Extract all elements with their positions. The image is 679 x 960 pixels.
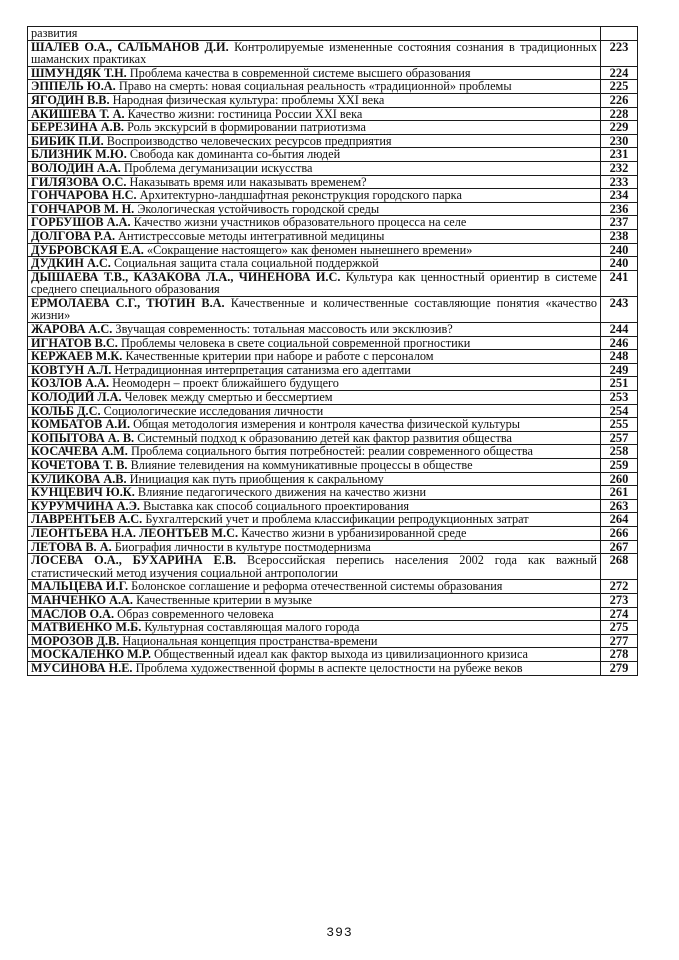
entry-title: Системный подход к образованию детей как фактор развития общества: [137, 430, 512, 445]
entry-page-number: 234: [601, 189, 638, 203]
entry-page-number: 238: [601, 229, 638, 243]
entry-author: ДУБРОВСКАЯ Е.А.: [31, 242, 144, 257]
entry-title: Наказывать время или наказывать временем?: [129, 174, 367, 189]
entry-title: Контролируемые измененные состояния сознания в традиционных шаманских практиках: [31, 39, 597, 67]
toc-row: [28, 459, 638, 473]
toc-row: [28, 499, 638, 513]
entry-page-number: 278: [601, 648, 638, 662]
toc-row: [28, 175, 638, 189]
entry-author: ГОРБУШОВ А.А.: [31, 215, 131, 230]
entry-page-number: 232: [601, 161, 638, 175]
entry-author: МОСКАЛЕНКО М.Р.: [31, 647, 151, 662]
toc-entry: [28, 270, 601, 296]
toc-entry: [28, 404, 601, 418]
toc-row: [28, 554, 638, 580]
toc-entry: [28, 202, 601, 216]
entry-title: Неомодерн – проект ближайшего будущего: [112, 376, 339, 391]
entry-page-number: 275: [601, 621, 638, 635]
toc-entry: [28, 336, 601, 350]
entry-title: Образ современного человека: [117, 606, 274, 621]
toc-entry: [28, 161, 601, 175]
toc-row: [28, 243, 638, 257]
toc-entry: [28, 323, 601, 337]
entry-title: Общая методология измерения и контроля качества физической культуры: [133, 417, 521, 432]
entry-page-number: 233: [601, 175, 638, 189]
toc-entry: [28, 257, 601, 271]
entry-author: КУНЦЕВИЧ Ю.К.: [31, 485, 135, 500]
entry-page-number: 236: [601, 202, 638, 216]
entry-title: Качество жизни в урбанизированной среде: [241, 525, 467, 540]
entry-author: ЖАРОВА А.С.: [31, 322, 113, 337]
toc-entry: [28, 80, 601, 94]
entry-page-number: 264: [601, 513, 638, 527]
toc-entry: [28, 189, 601, 203]
entry-page-number: 229: [601, 121, 638, 135]
toc-row: [28, 121, 638, 135]
entry-author: МАТВИЕНКО М.Б.: [31, 620, 142, 635]
entry-page-number: 228: [601, 107, 638, 121]
entry-title: «Сокращение настоящего» как феномен нынешнего времени»: [146, 242, 473, 257]
entry-page-number: 244: [601, 323, 638, 337]
entry-title: Воспроизводство человеческих ресурсов предприятия: [106, 133, 392, 148]
entry-page-number: 266: [601, 526, 638, 540]
entry-title: Инициация как путь приобщения к сакральному: [129, 471, 384, 486]
entry-page-number: 249: [601, 363, 638, 377]
toc-entry: [28, 216, 601, 230]
toc-row: [28, 526, 638, 540]
toc-entry: [28, 418, 601, 432]
toc-entry: [28, 66, 601, 80]
entry-title: Культура как ценностный ориентир в системе среднего специального образования: [31, 269, 597, 297]
entry-author: МАЛЬЦЕВА И.Г.: [31, 579, 129, 594]
toc-entry: [28, 134, 601, 148]
entry-page-number: 257: [601, 431, 638, 445]
entry-author: КОЛОДИЙ Л.А.: [31, 390, 122, 405]
entry-title: Влияние телевидения на коммуникативные процессы в обществе: [130, 458, 473, 472]
toc-entry: [28, 486, 601, 500]
entry-title: Социологические исследования личности: [103, 403, 324, 418]
entry-title: Всероссийская перепись населения 2002 года как важный статистический метод изучения социальной антропологии: [31, 553, 597, 580]
toc-row: [28, 257, 638, 271]
entry-author: КУЛИКОВА А.В.: [31, 471, 127, 486]
entry-page-number: 237: [601, 216, 638, 230]
entry-author: ДУДКИН А.С.: [31, 256, 111, 271]
entry-author: ДОЛГОВА Р.А.: [31, 228, 116, 243]
entry-author: МОРОЗОВ Д.В.: [31, 633, 120, 648]
entry-author: КОПЫТОВА А. В.: [31, 430, 135, 445]
entry-page-number: 230: [601, 134, 638, 148]
entry-title: Человек между смертью и бессмертием: [124, 390, 333, 405]
toc-row: [28, 107, 638, 121]
entry-author: АКИШЕВА Т. А.: [31, 106, 125, 121]
entry-page-number: 251: [601, 377, 638, 391]
entry-author: ЕРМОЛАЕВА С.Г., ТЮТИН В.А.: [31, 295, 225, 310]
entry-page-number: 246: [601, 336, 638, 350]
entry-author: ЛАВРЕНТЬЕВ А.С.: [31, 512, 143, 527]
entry-author: КЕРЖАЕВ М.К.: [31, 349, 123, 364]
toc-entry: [28, 593, 601, 607]
entry-author: БИБИК П.И.: [31, 133, 104, 148]
entry-page-number: 272: [601, 580, 638, 594]
entry-author: КОСАЧЕВА А.М.: [31, 444, 128, 459]
entry-title: Проблема качества в современной системе высшего образования: [129, 65, 471, 80]
entry-title: Свобода как доминанта со-бытия людей: [129, 147, 341, 162]
toc-entry: [28, 107, 601, 121]
toc-row: [28, 391, 638, 405]
toc-entry: [28, 243, 601, 257]
entry-author: МАНЧЕНКО А.А.: [31, 592, 134, 607]
toc-row: [28, 93, 638, 107]
toc-entry: [28, 513, 601, 527]
toc-entry: [28, 634, 601, 648]
entry-title: Культурная составляющая малого города: [144, 620, 360, 635]
entry-author: ГОНЧАРОВА Н.С.: [31, 188, 137, 203]
toc-row: [28, 593, 638, 607]
toc-row: [28, 148, 638, 162]
page-number: 393: [326, 925, 353, 940]
entry-page-number: 260: [601, 472, 638, 486]
entry-title: Качественные критерии при наборе и работе с персоналом: [125, 349, 434, 364]
entry-page-number: 241: [601, 270, 638, 296]
entry-author: ЛЕОНТЬЕВА Н.А. ЛЕОНТЬЕВ М.С.: [31, 525, 239, 540]
toc-row: [28, 418, 638, 432]
entry-title: Бухгалтерский учет и проблема классификации репродукционных затрат: [145, 512, 529, 527]
entry-page-number: 226: [601, 93, 638, 107]
toc-row: [28, 40, 638, 66]
toc-entry: [28, 445, 601, 459]
entry-author: КОЛЬБ Д.С.: [31, 403, 101, 418]
entry-page-number: 225: [601, 80, 638, 94]
entry-page-number: 268: [601, 554, 638, 580]
entry-author: ВОЛОДИН А.А.: [31, 160, 121, 175]
entry-author: ШМУНДЯК Т.Н.: [31, 65, 127, 80]
entry-title: Общественный идеал как фактор выхода из цивилизационного кризиса: [153, 647, 529, 662]
entry-title: Болонское соглашение и реформа отечественной системы образования: [131, 579, 503, 594]
entry-page-number: 253: [601, 391, 638, 405]
toc-entry: [28, 431, 601, 445]
toc-row: [28, 513, 638, 527]
entry-author: ШАЛЕВ О.А., САЛЬМАНОВ Д.И.: [31, 39, 229, 54]
entry-page-number: 240: [601, 257, 638, 271]
entry-title: Роль экскурсий в формировании патриотизма: [127, 120, 366, 135]
entry-page-number: 267: [601, 540, 638, 554]
entry-page-number: 279: [601, 661, 638, 675]
toc-row: [28, 134, 638, 148]
toc-entry: [28, 121, 601, 135]
toc-row: [28, 296, 638, 322]
toc-entry: [28, 27, 601, 41]
toc-entry: [28, 648, 601, 662]
entry-author: КОВТУН А.Л.: [31, 362, 112, 377]
toc-entry: [28, 229, 601, 243]
toc-entry: [28, 526, 601, 540]
entry-author: ЭППЕЛЬ Ю.А.: [31, 79, 116, 94]
toc-row: [28, 323, 638, 337]
toc-row: [28, 270, 638, 296]
toc-row: [28, 486, 638, 500]
entry-author: КУРУМЧИНА А.Э.: [31, 498, 141, 513]
entry-page-number: 258: [601, 445, 638, 459]
entry-page-number: 255: [601, 418, 638, 432]
toc-row: [28, 540, 638, 554]
toc-row: [28, 216, 638, 230]
toc-entry: [28, 472, 601, 486]
entry-author: ГИЛЯЗОВА О.С.: [31, 174, 127, 189]
toc-row: [28, 229, 638, 243]
entry-author: ЯГОДИН В.В.: [31, 92, 110, 107]
entry-author: ГОНЧАРОВ М. Н.: [31, 201, 135, 216]
toc-row: [28, 27, 638, 41]
entry-author: ИГНАТОВ В.С.: [31, 335, 118, 350]
entry-title: Социальная защита стала социальной поддержкой: [113, 256, 379, 271]
toc-entry: [28, 175, 601, 189]
entry-title: Качественные критерии в музыке: [136, 592, 313, 607]
entry-page-number: 231: [601, 148, 638, 162]
entry-page-number: 259: [601, 459, 638, 473]
toc-entry: [28, 93, 601, 107]
entry-author: ЛЕТОВА В. А.: [31, 539, 112, 554]
toc-row: [28, 350, 638, 364]
toc-row: [28, 336, 638, 350]
entry-author: БЛИЗНИК М.Ю.: [31, 147, 127, 162]
entry-page-number: 273: [601, 593, 638, 607]
table-of-contents: [27, 26, 638, 676]
entry-author: МУСИНОВА Н.Е.: [31, 660, 133, 675]
entry-page-number: 243: [601, 296, 638, 322]
entry-title: Проблема дегуманизации искусства: [123, 160, 313, 175]
entry-title: Нетрадиционная интерпретация сатанизма его адептами: [114, 362, 411, 377]
toc-entry: [28, 621, 601, 635]
toc-row: [28, 66, 638, 80]
toc-row: [28, 202, 638, 216]
toc-row: [28, 80, 638, 94]
toc-row: [28, 580, 638, 594]
entry-title: Качественные и количественные составляющие понятия «качество жизни»: [31, 295, 597, 323]
entry-title: Проблема социального бытия потребностей: реалии современного общества: [130, 444, 534, 459]
toc-entry: [28, 554, 601, 580]
entry-author: БЕРЕЗИНА А.В.: [31, 120, 125, 135]
entry-author: МАСЛОВ О.А.: [31, 606, 115, 621]
entry-title: Экологическая устойчивость городской среды: [137, 201, 380, 216]
entry-title: Проблема художественной формы в аспекте целостности на рубеже веков: [135, 660, 523, 675]
toc-entry: [28, 148, 601, 162]
toc-entry: [28, 580, 601, 594]
entry-title: Проблемы человека в свете социальной современной прогностики: [120, 335, 471, 350]
entry-page-number: 224: [601, 66, 638, 80]
entry-title: Антистрессовые методы интегративной медицины: [118, 228, 385, 243]
toc-entry: [28, 661, 601, 675]
entry-title: Биография личности в культуре постмодернизма: [114, 539, 371, 554]
entry-page-number: 263: [601, 499, 638, 513]
entry-title: Выставка как способ социального проектирования: [143, 498, 410, 513]
entry-title: Народная физическая культура: проблемы XXI века: [112, 92, 385, 107]
entry-author: ЛОСЕВА О.А., БУХАРИНА Е.В.: [31, 553, 237, 568]
entry-page-number: 223: [601, 40, 638, 66]
entry-page-number: 254: [601, 404, 638, 418]
toc-entry: [28, 607, 601, 621]
toc-entry: [28, 40, 601, 66]
toc-row: [28, 377, 638, 391]
entry-page-number: 277: [601, 634, 638, 648]
toc-entry: [28, 499, 601, 513]
entry-page-number: 240: [601, 243, 638, 257]
entry-title: Национальная концепция пространства-времени: [122, 633, 378, 648]
toc-row: [28, 661, 638, 675]
toc-row: [28, 161, 638, 175]
toc-entry: [28, 363, 601, 377]
entry-title: Право на смерть: новая социальная реальность «традиционной» проблемы: [118, 79, 512, 94]
entry-page-number: 274: [601, 607, 638, 621]
entry-author: КОЧЕТОВА Т. В.: [31, 458, 128, 472]
toc-entry: [28, 377, 601, 391]
toc-row: [28, 363, 638, 377]
entry-page-number: 248: [601, 350, 638, 364]
entry-page-number: [601, 27, 638, 41]
toc-entry: [28, 350, 601, 364]
entry-title: Архитектурно-ландшафтная реконструкция городского парка: [139, 188, 462, 203]
toc-row: [28, 445, 638, 459]
toc-entry: [28, 459, 601, 473]
entry-author: КОМБАТОВ А.И.: [31, 417, 131, 432]
entry-title: развития: [31, 26, 78, 40]
entry-title: Влияние педагогического движения на качество жизни: [137, 485, 427, 500]
toc-entry: [28, 540, 601, 554]
entry-title: Звучащая современность: тотальная массовость или эксклюзив?: [115, 322, 453, 337]
entry-title: Качество жизни участников образовательного процесса на селе: [133, 215, 467, 230]
contents-table: [27, 26, 638, 676]
toc-row: [28, 404, 638, 418]
toc-row: [28, 472, 638, 486]
toc-entry: [28, 296, 601, 322]
entry-page-number: 261: [601, 486, 638, 500]
entry-author: ДЫШАЕВА Т.В., КАЗАКОВА Л.А., ЧИНЕНОВА И.С.: [31, 269, 341, 284]
toc-row: [28, 648, 638, 662]
toc-row: [28, 431, 638, 445]
toc-row: [28, 621, 638, 635]
entry-author: КОЗЛОВ А.А.: [31, 376, 110, 391]
toc-entry: [28, 391, 601, 405]
toc-row: [28, 189, 638, 203]
toc-row: [28, 607, 638, 621]
toc-row: [28, 634, 638, 648]
entry-title: Качество жизни: гостиница России XXI века: [127, 106, 363, 121]
